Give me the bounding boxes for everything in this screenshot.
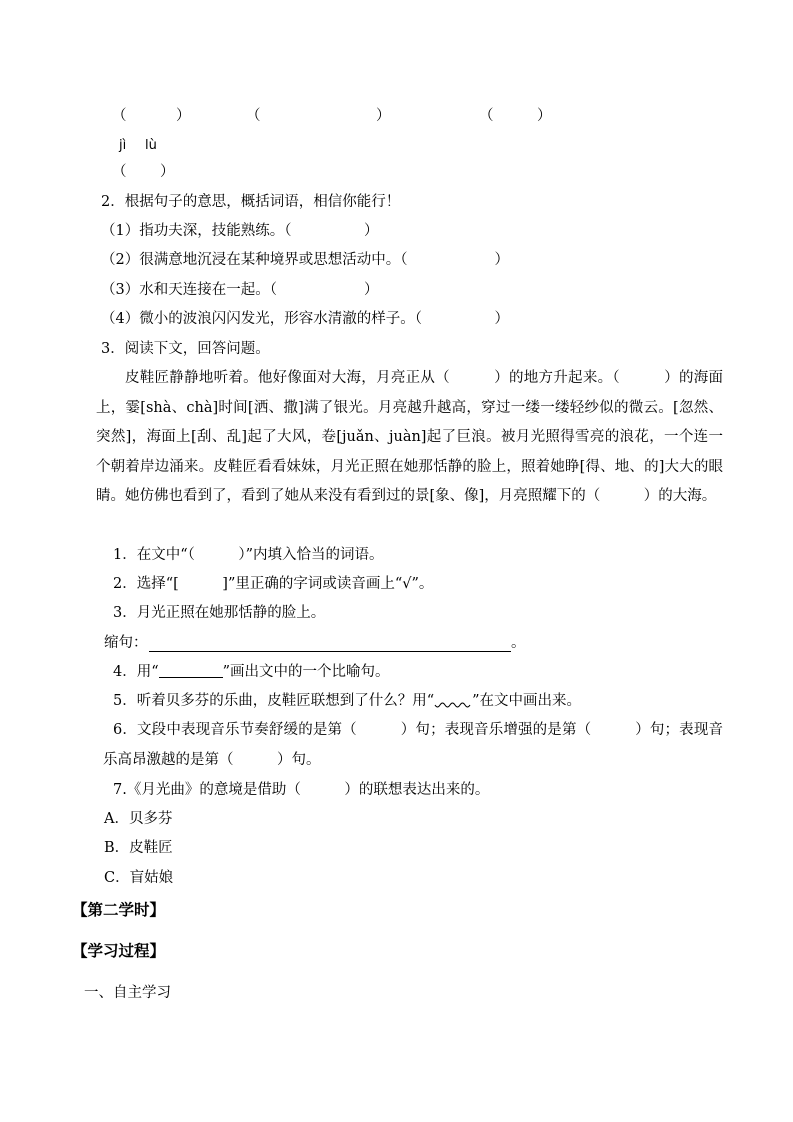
option-a[interactable]: A．贝多芬 [104, 811, 173, 827]
q5-suffix: ”在文中画出来。 [472, 693, 582, 709]
q2-item-4: （4）微小的波浪闪闪发光，形容水清澈的样子。（ ） [101, 311, 509, 327]
wavy-underline-sample [434, 701, 472, 709]
q3-title: 3．阅读下文，回答问题。 [101, 341, 270, 357]
condense-end: 。 [511, 635, 526, 651]
q5-prefix: 5．听着贝多芬的乐曲，皮鞋匠联想到了什么？用“ [113, 693, 435, 709]
sub-question-7: 7.《月光曲》的意境是借助（ ）的联想表达出来的。 [113, 782, 490, 798]
sub-question-2: 2．选择“[ ]”里正确的字词或读音画上“√”。 [113, 576, 434, 592]
pinyin-ji: jì [119, 138, 127, 153]
paren-close-2: ） [376, 108, 391, 124]
option-b[interactable]: B．皮鞋匠 [104, 840, 173, 856]
paren-open-1: （ [112, 108, 127, 124]
section-learning-process: 【学习过程】 [72, 942, 166, 960]
paren-close-1: ） [176, 108, 191, 124]
section-self-study: 一、自主学习 [84, 985, 171, 1001]
paren-open-3: （ [479, 108, 494, 124]
pinyin-paren-close: ） [160, 164, 175, 180]
sub-question-6: 6．文段中表现音乐节奏舒缓的是第（ ）句；表现音乐增强的是第（ ）句；表现音乐高昂激越的是第（ ）句。 [103, 722, 723, 768]
condense-label: 缩句： [104, 635, 148, 651]
sub-question-3: 3．月光正照在她那恬静的脸上。 [113, 605, 326, 621]
section-second-lesson: 【第二学时】 [72, 901, 166, 919]
q2-item-1: （1）指功夫深，技能熟练。（ ） [101, 223, 379, 239]
q2-item-3: （3）水和天连接在一起。（ ） [101, 282, 379, 298]
paren-open-2: （ [246, 108, 261, 124]
q2-title: 2．根据句子的意思，概括词语，相信你能行！ [101, 194, 401, 210]
sub-question-5 [113, 691, 581, 711]
straight-underline-sample [159, 663, 223, 678]
condense-answer-line[interactable] [149, 651, 511, 652]
q4-suffix: ”画出文中的一个比喻句。 [222, 664, 390, 680]
pinyin-paren-open: （ [112, 164, 127, 180]
pinyin-lu: lù [145, 138, 157, 153]
option-c[interactable]: C．盲姑娘 [104, 870, 174, 886]
reading-passage: 皮鞋匠静静地听着。他好像面对大海，月亮正从（ ）的地方升起来。（ ）的海面上，霎[shà、chà]时间[洒、撒]满了银光。月亮越升越高，穿过一缕一缕轻纱似的微云。[忽然、突然]，海面上[刮、乱]起了大风，卷[juǎn、juàn]起了巨浪。被月光照得雪亮的浪花，一个连一个朝着岸边涌来。皮鞋匠看看妹妹，月光正照在她那恬静的脸上，照着她睁[得、地、的]大大的眼睛。她仿佛也看到了，看到了她从来没有看到过的景[象、像]，月亮照耀下的（ ）的大海。 [96, 370, 723, 504]
sub-question-1: 1．在文中“（ ）”内填入恰当的词语。 [113, 547, 384, 563]
paren-close-3: ） [537, 108, 552, 124]
q2-item-2: （2）很满意地沉浸在某种境界或思想活动中。（ ） [101, 252, 509, 268]
q4-prefix: 4．用“ [113, 664, 159, 680]
sub-question-4 [113, 662, 390, 682]
